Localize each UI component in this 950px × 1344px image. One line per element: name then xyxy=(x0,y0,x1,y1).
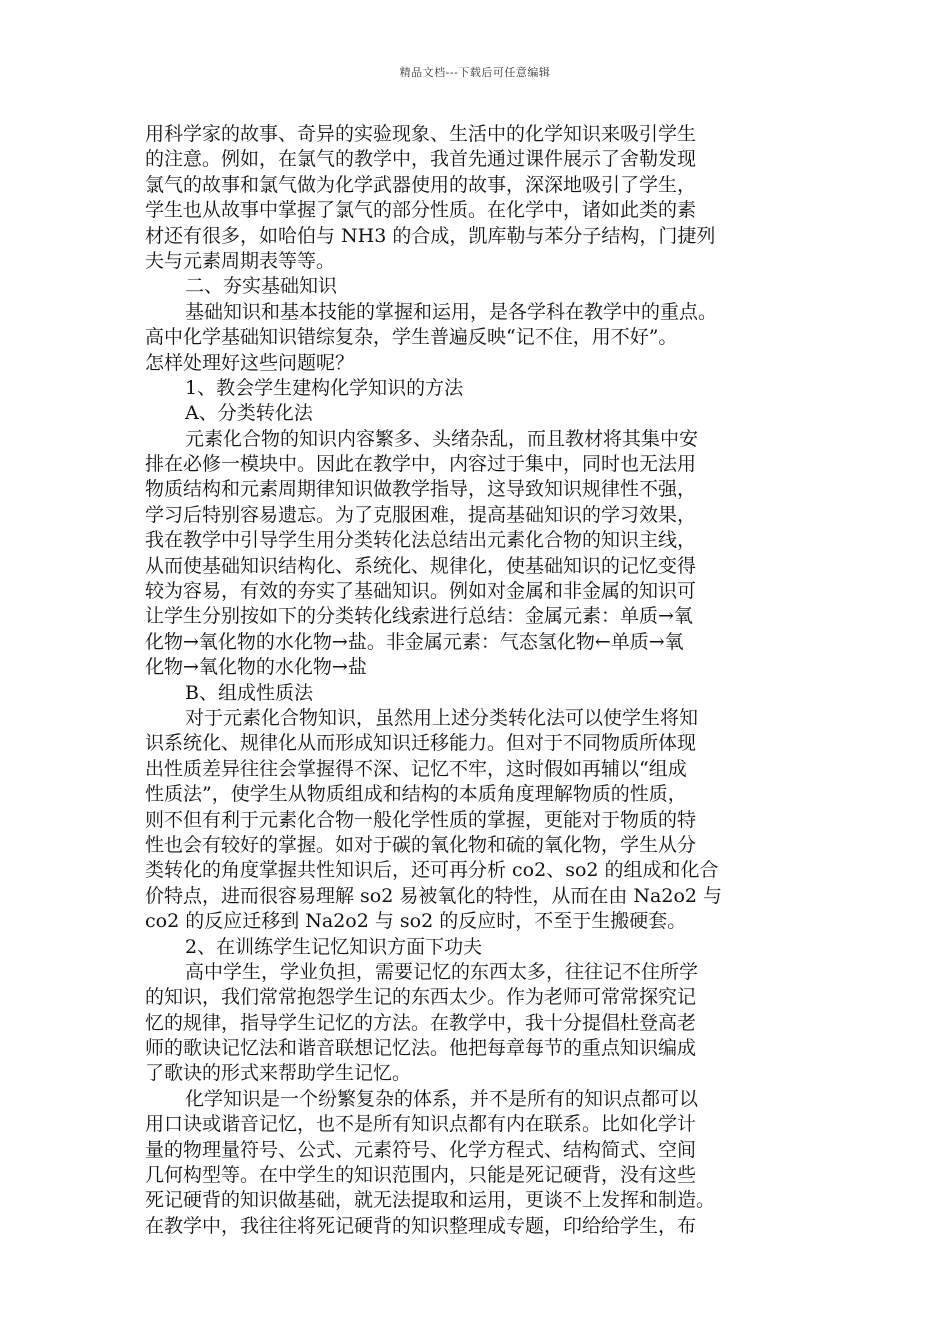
text-line: 夫与元素周期表等等。 xyxy=(145,249,336,272)
text-line: 化学知识是一个纷繁复杂的体系，并不是所有的知识点都可以 xyxy=(185,1087,699,1110)
text-line: 了歌诀的形式来帮助学生记忆。 xyxy=(145,1062,412,1085)
text-line: 死记硬背的知识做基础，就无法提取和运用，更谈不上发挥和制造。 xyxy=(145,1189,716,1212)
text-line: 学生也从故事中掌握了氯气的部分性质。在化学中，诸如此类的素 xyxy=(145,199,697,222)
text-line: 排在必修一模块中。因此在教学中，内容过于集中，同时也无法用 xyxy=(145,453,697,476)
text-line: 化物→氧化物的水化物→盐。非金属元素：气态氢化物←单质→氧 xyxy=(145,630,684,653)
text-line: 学习后特别容易遗忘。为了克服困难，提高基础知识的学习效果， xyxy=(145,503,697,526)
text-line: B、组成性质法 xyxy=(185,681,313,704)
text-line: 我在教学中引导学生用分类转化法总结出元素化合物的知识主线， xyxy=(145,529,697,552)
text-line: 对于元素化合物知识，虽然用上述分类转化法可以使学生将知 xyxy=(185,706,699,729)
text-line: 用科学家的故事、奇异的实验现象、生活中的化学知识来吸引学生 xyxy=(145,123,697,145)
text-line: 从而使基础知识结构化、系统化、规律化，使基础知识的记忆变得 xyxy=(145,554,697,577)
text-line: co2 的反应迁移到 Na2o2 与 so2 的反应时，不至于生搬硬套。 xyxy=(145,910,687,933)
text-line: 识系统化、规律化从而形成知识迁移能力。但对于不同物质所体现 xyxy=(145,732,697,755)
text-line: 化物→氧化物的水化物→盐 xyxy=(145,656,367,679)
text-line: 的知识，我们常常抱怨学生记的东西太少。作为老师可常常探究记 xyxy=(145,986,697,1009)
text-line: 的注意。例如，在氯气的教学中，我首先通过课件展示了舍勒发现 xyxy=(145,148,697,171)
text-line: 高中化学基础知识错综复杂，学生普遍反映“记不住，用不好”。 xyxy=(145,326,678,349)
text-line: 氯气的故事和氯气做为化学武器使用的故事，深深地吸引了学生， xyxy=(145,173,697,196)
text-line: 出性质差异往往会掌握得不深、记忆不牢，这时假如再辅以“组成 xyxy=(145,757,687,780)
text-line: 性质法”，使学生从物质组成和结构的本质角度理解物质的性质， xyxy=(145,783,687,806)
text-line: 元素化合物的知识内容繁多、头绪杂乱，而且教材将其集中安 xyxy=(185,427,699,450)
text-line: 在教学中，我往往将死记硬背的知识整理成专题，印给给学生，布 xyxy=(145,1214,697,1237)
text-line: 怎样处理好这些问题呢？ xyxy=(145,351,355,374)
text-line: 价特点，进而很容易理解 so2 易被氧化的特性，从而在由 Na2o2 与 xyxy=(145,884,723,907)
text-line: 1、教会学生建构化学知识的方法 xyxy=(185,376,464,399)
text-line: 忆的规律，指导学生记忆的方法。在教学中，我十分提倡杜登高老 xyxy=(145,1011,697,1034)
text-line: 较为容易，有效的夯实了基础知识。例如对金属和非金属的知识可 xyxy=(145,580,697,603)
text-line: 2、在训练学生记忆知识方面下功夫 xyxy=(185,935,483,958)
text-line: 量的物理量符号、公式、元素符号、化学方程式、结构简式、空间 xyxy=(145,1138,697,1161)
text-line: 类转化的角度掌握共性知识后，还可再分析 co2、so2 的组成和化合 xyxy=(145,859,719,882)
text-line: 性也会有较好的掌握。如对于碳的氧化物和硫的氧化物，学生从分 xyxy=(145,833,697,856)
text-line: 让学生分别按如下的分类转化线索进行总结：金属元素：单质→氧 xyxy=(145,605,693,628)
document-body xyxy=(145,122,825,1239)
text-line: 高中学生，学业负担，需要记忆的东西太多，往往记不住所学 xyxy=(185,960,699,983)
text-line: 用口诀或谐音记忆，也不是所有知识点都有内在联系。比如化学计 xyxy=(145,1113,697,1136)
text-line: 二、夯实基础知识 xyxy=(185,275,338,298)
text-line: 师的歌诀记忆法和谐音联想记忆法。他把每章每节的重点知识编成 xyxy=(145,1037,697,1060)
text-line: 则不但有利于元素化合物一般化学性质的掌握，更能对于物质的特 xyxy=(145,808,697,831)
text-line: 物质结构和元素周期律知识做教学指导，这导致知识规律性不强， xyxy=(145,478,697,501)
text-line: 几何构型等。在中学生的知识范围内，只能是死记硬背，没有这些 xyxy=(145,1164,697,1187)
text-line: 基础知识和基本技能的掌握和运用，是各学科在教学中的重点。 xyxy=(185,300,718,323)
text-line: A、分类转化法 xyxy=(185,402,313,425)
page-header: 精品文档---下载后可任意编辑 xyxy=(399,66,551,79)
text-line: 材还有很多，如哈伯与 NH3 的合成，凯库勒与苯分子结构，门捷列 xyxy=(145,224,716,247)
